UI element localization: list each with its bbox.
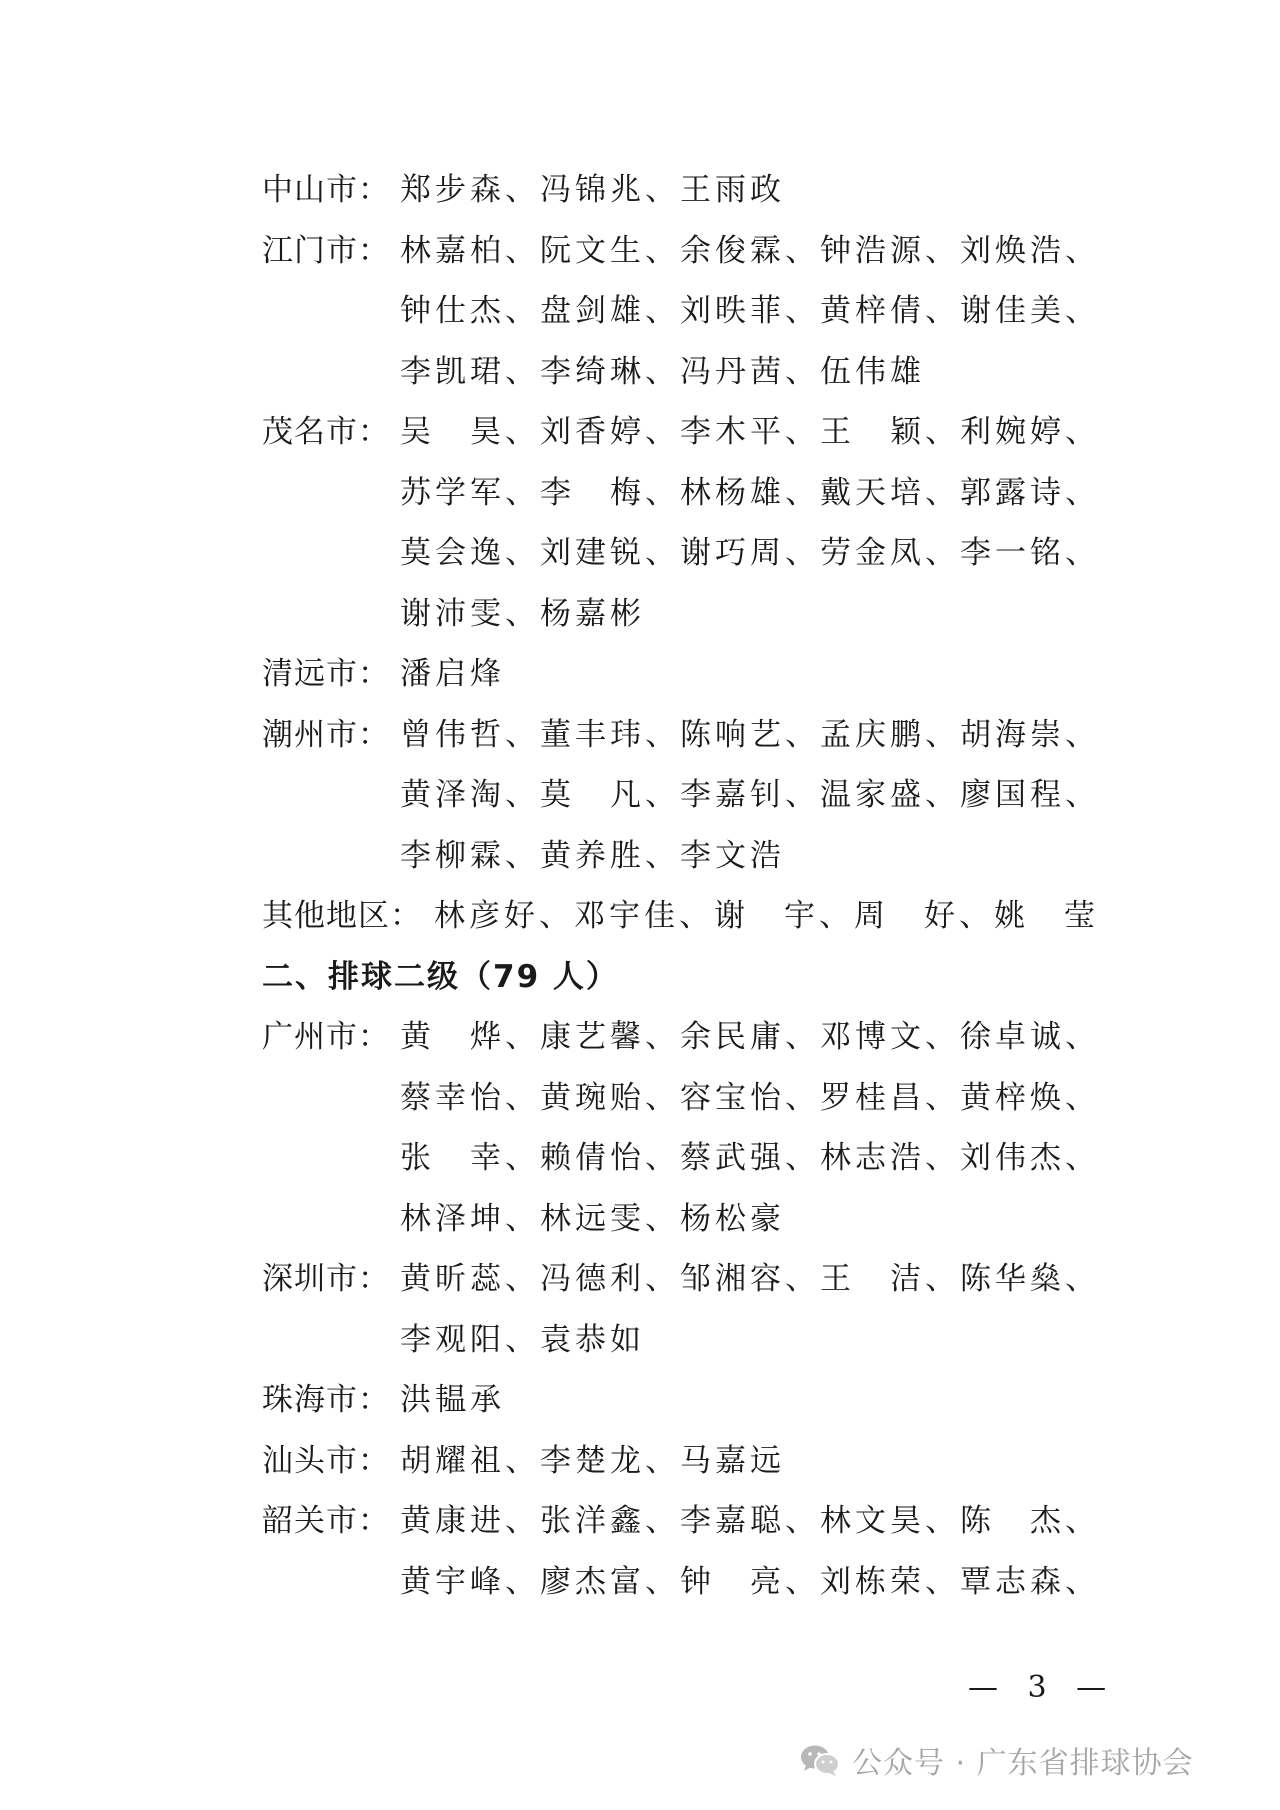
region-label: 其他地区： [262, 898, 422, 934]
name-lines [400, 1249, 1102, 1370]
region-entry [262, 886, 1102, 947]
region-entry [262, 1431, 1102, 1492]
name-line: 林泽坤、林远雯、杨松豪 [400, 1200, 785, 1237]
region-entry [262, 644, 1102, 705]
region-label: 韶关市： [262, 1503, 390, 1539]
region-entry [262, 1007, 1102, 1249]
name-line: 李凯珺、李绮琳、冯丹茜、伍伟雄 [400, 353, 925, 390]
name-line: 钟仕杰、盘剑雄、刘昳菲、黄梓倩、谢佳美、 [400, 293, 1100, 329]
name-line: 张 幸、赖倩怡、蔡武强、林志浩、刘伟杰、 [400, 1140, 1100, 1176]
name-lines [400, 1491, 1102, 1612]
region-entry [262, 1370, 1102, 1431]
level-two-list [262, 1007, 1102, 1612]
region-label: 广州市： [262, 1019, 390, 1055]
wechat-icon [800, 1743, 840, 1777]
region-entry [262, 402, 1102, 644]
name-line: 莫会逸、刘建锐、谢巧周、劳金凤、李一铭、 [400, 535, 1100, 571]
name-line: 曾伟哲、董丰玮、陈响艺、孟庆鹏、胡海崇、 [400, 716, 1100, 753]
name-line: 林彦好、邓宇佳、谢 宇、周 好、姚 莹 [434, 898, 1099, 934]
name-lines [400, 160, 1102, 221]
region-label: 江门市： [262, 232, 390, 269]
name-lines [400, 1370, 1102, 1431]
name-line: 郑步森、冯锦兆、王雨政 [400, 172, 785, 208]
name-line: 黄康进、张洋鑫、李嘉聪、林文昊、陈 杰、 [400, 1503, 1100, 1539]
region-label: 潮州市： [262, 716, 390, 753]
name-lines [400, 221, 1102, 403]
name-list [262, 160, 1102, 1612]
region-entry [262, 160, 1102, 221]
region-label: 茂名市： [262, 414, 390, 450]
name-lines [400, 402, 1102, 644]
region-label: 深圳市： [262, 1261, 390, 1297]
region-entry [262, 1249, 1102, 1370]
name-line: 黄昕蕊、冯德利、邹湘容、王 洁、陈华燊、 [400, 1261, 1100, 1297]
name-line: 胡耀祖、李楚龙、马嘉远 [400, 1442, 785, 1479]
name-line: 李观阳、袁恭如 [400, 1321, 645, 1358]
region-label: 清远市： [262, 656, 390, 692]
page-number: — 3 — [968, 1670, 1117, 1705]
name-line: 谢沛雯、杨嘉彬 [400, 595, 645, 632]
name-line: 蔡幸怡、黄琬贻、容宝怡、罗桂昌、黄梓焕、 [400, 1079, 1100, 1116]
name-lines [400, 1007, 1102, 1249]
region-entry [262, 1491, 1102, 1612]
name-lines [400, 644, 1102, 705]
region-entry [262, 705, 1102, 887]
watermark [800, 1738, 1194, 1782]
name-line: 李柳霖、黄养胜、李文浩 [400, 837, 785, 874]
name-lines [400, 1431, 1102, 1492]
region-label: 汕头市： [262, 1442, 390, 1479]
name-line: 潘启烽 [400, 656, 505, 692]
region-label: 中山市： [262, 172, 390, 208]
name-line: 黄泽淘、莫 凡、李嘉钊、温家盛、廖国程、 [400, 777, 1100, 813]
name-line: 林嘉柏、阮文生、余俊霖、钟浩源、刘焕浩、 [400, 232, 1100, 269]
name-lines [400, 705, 1102, 887]
name-lines [434, 886, 1102, 947]
level-one-continued [262, 160, 1102, 947]
watermark-text: 公众号 · 广东省排球协会 [852, 1746, 1194, 1781]
section-heading: 二、排球二级（79 人） [262, 958, 619, 995]
name-line: 吴 昊、刘香婷、李木平、王 颖、利婉婷、 [400, 414, 1100, 450]
name-line: 苏学军、李 梅、林杨雄、戴天培、郭露诗、 [400, 474, 1100, 511]
name-line: 黄 烨、康艺馨、余民庸、邓博文、徐卓诚、 [400, 1019, 1100, 1055]
region-entry [262, 221, 1102, 403]
name-line: 洪韫承 [400, 1382, 505, 1418]
name-line: 黄宇峰、廖杰富、钟 亮、刘栋荣、覃志森、 [400, 1563, 1100, 1600]
region-label: 珠海市： [262, 1382, 390, 1418]
